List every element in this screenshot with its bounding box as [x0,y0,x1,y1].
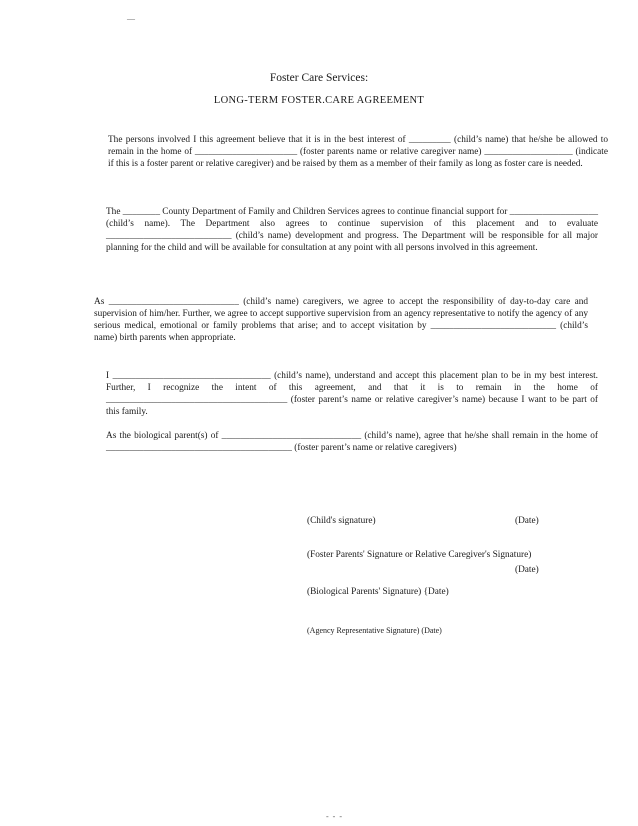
paragraph-department: The ________ County Department of Family and Children Services agrees to continue financial support for ___________________ (child’s name). The Department also agrees to continue supervision of this placement and to evaluate ___________________________ (child’s name) development and progress. The Department will be responsible for all major planning for the child and will be available for consultation at any point with all persons involved in this agreement. [106,207,598,254]
foster-signature-date: (Date) [515,565,539,575]
document-title: Foster Care Services: [269,72,369,84]
paragraph-best-interest: The persons involved I this agreement believe that it is in the best interest of _________ (child’s name) that he/she be allowed to remain in the home of ______________________ (foster parents name or relative caregiver name) ___________________ (indicate if this is a foster parent or relative caregiver) and be raised by them as a member of their family as long as foster care is needed. [108,135,608,170]
signature-line-foster: (Foster Parents' Signature or Relative Caregiver's Signature) [307,550,532,560]
paragraph-caregivers: As ____________________________ (child’s name) caregivers, we agree to accept the responsibility of day-to-day care and supervision of him/her. Further, we agree to accept supportive supervision from an agency representative to notify the agency of any serious medical, emotional or family problems that arise; and to accept visitation by ___________________________ (child’s name) birth parents when appropriate. [94,297,588,344]
signature-line-agency: (Agency Representative Signature) (Date) [307,626,442,635]
child-signature-date: (Date) [515,516,539,526]
footer-mark: - - - [326,812,343,821]
child-signature-label: (Child's signature) [307,516,376,526]
signature-line-biological: (Biological Parents' Signature) {Date) [307,587,449,597]
header-mark: — [127,14,136,23]
document-subtitle: LONG-TERM FOSTER.CARE AGREEMENT [213,95,425,106]
signature-line-child [307,516,547,526]
paragraph-biological-parents: As the biological parent(s) of ______________________________ (child’s name), agree that he/she shall remain in the home of ________________________________________ (foster parent’s name or relative caregivers) [106,431,598,454]
paragraph-child: I __________________________________ (child’s name), understand and accept this placement plan to be in my best interest. Further, I recognize the intent of this agreement, and that it is to remain in the home of _______________________________________ (foster parent’s name or relative caregiver’s name) because I want to be part of this family. [106,371,598,418]
